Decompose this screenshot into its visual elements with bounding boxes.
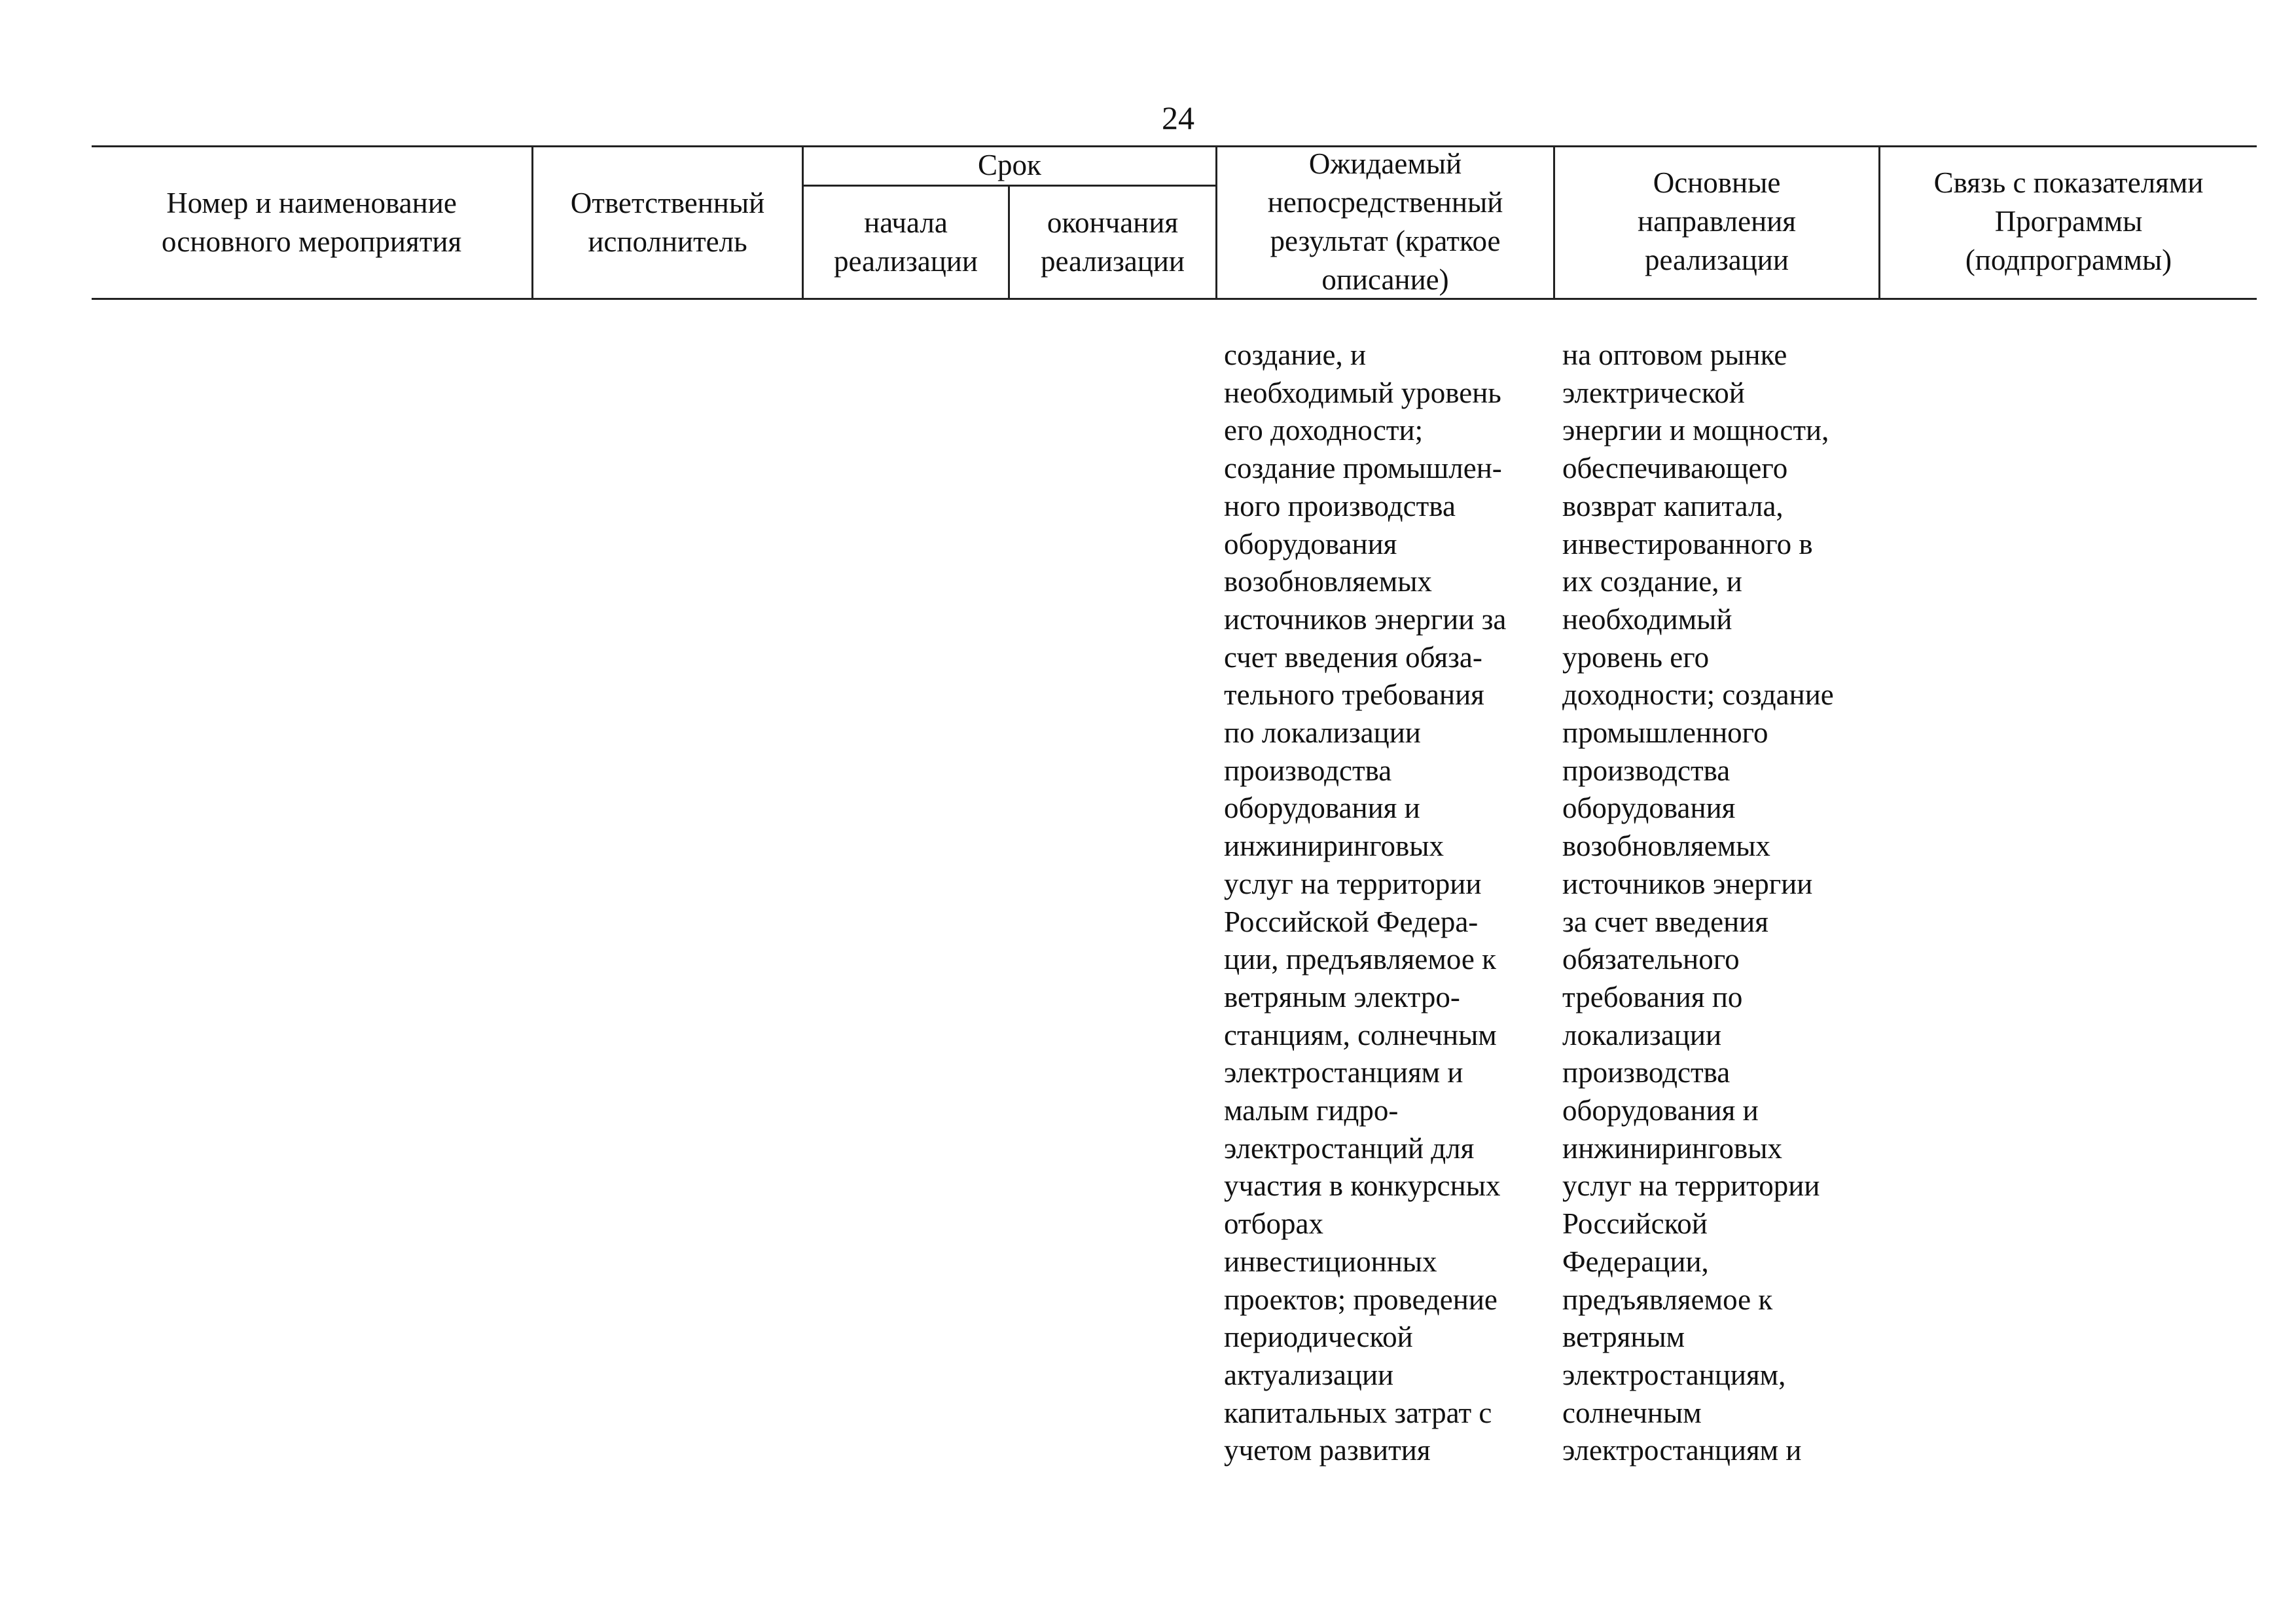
page-number: 24 xyxy=(1162,100,1194,136)
header-directions: Основные направления реализации xyxy=(1638,166,1796,276)
header-term-start: начала реализации xyxy=(834,206,978,278)
header-executor: Ответственный исполнитель xyxy=(570,187,765,258)
header-term: Срок xyxy=(978,148,1041,181)
header-event: Номер и наименование основного мероприятия xyxy=(161,187,462,258)
header-term-end: окончания реализации xyxy=(1041,206,1185,278)
header-link: Связь с показателями Программы (подпрограммы) xyxy=(1933,166,2204,276)
header-result: Ожидаемый непосредственный результат (краткое описание) xyxy=(1267,147,1503,296)
header-bottom-rule xyxy=(92,298,2257,300)
directions-cell-text: на оптовом рынке электрической энергии и мощности, обеспечивающего возврат капитала, инвестированного в их создание, и необходимый уровень его доходности; создание промышленного производства оборудования возобновляемых источников энергии за счет введения обязательного требования по локализации производства оборудования и инжиниринговых услуг на территории Российской Федерации, предъявляемое к ветряным электростанциям, солнечным электростанциям и xyxy=(1562,338,1834,1467)
result-cell-text: создание, и необходимый уровень его доходности; создание промышлен- ного производства оборудования возобновляемых источников энергии за счет введения обяза- тельного требования по локализации производства оборудования и инжиниринговых услуг на территории Российской Федера- ции, предъявляемое к ветряным электро- станциям, солнечным электростанциям и малым гидро- электростанций для участия в конкурсных отборах инвестиционных проектов; проведение периодической актуализации капитальных затрат с учетом развития xyxy=(1224,338,1507,1467)
